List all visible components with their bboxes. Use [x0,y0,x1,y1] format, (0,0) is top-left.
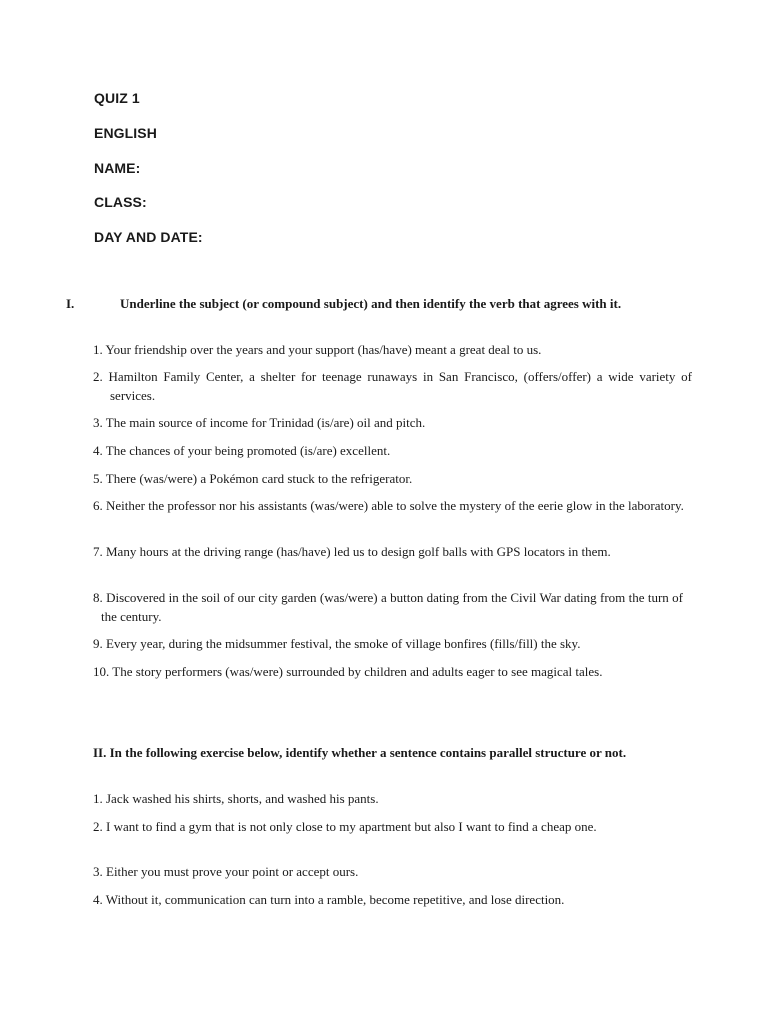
class-label: CLASS: [94,194,147,210]
section-2-heading: II. In the following exercise below, identify whether a sentence contains parallel structure or not. [93,745,627,760]
section-1-numeral: I. [66,296,75,311]
section-2-item: 2. I want to find a gym that is not only close to my apartment but also I want to find a cheap one. [93,819,597,834]
subject-label: ENGLISH [94,125,157,141]
quiz-title: QUIZ 1 [94,90,140,106]
section-1-item: 2. Hamilton Family Center, a shelter for teenage runaways in San Francisco, (offers/offer) a wide variety of services. [93,369,692,403]
section-1-item: 3. The main source of income for Trinidad (is/are) oil and pitch. [93,415,426,430]
section-1-item: 9. Every year, during the midsummer festival, the smoke of village bonfires (fills/fill) the sky. [93,636,581,651]
section-1-item: 7. Many hours at the driving range (has/have) led us to design golf balls with GPS locators in them. [93,544,611,559]
section-1-item: 5. There (was/were) a Pokémon card stuck to the refrigerator. [93,471,413,486]
section-1-heading-text: Underline the subject (or compound subject) and then identify the verb that agrees with it. [120,296,622,311]
section-1-item: 6. Neither the professor nor his assistants (was/were) able to solve the mystery of the eerie glow in the laboratory. [93,498,684,513]
section-1-item: 10. The story performers (was/were) surrounded by children and adults eager to see magical tales. [93,664,603,679]
section-2-item: 1. Jack washed his shirts, shorts, and washed his pants. [93,791,379,806]
section-1-item: 1. Your friendship over the years and your support (has/have) meant a great deal to us. [93,342,542,357]
section-1-heading [66,294,675,313]
name-label: NAME: [94,160,141,176]
section-2-item: 4. Without it, communication can turn into a ramble, become repetitive, and lose direction. [93,892,565,907]
section-1-item: 8. Discovered in the soil of our city garden (was/were) a button dating from the Civil War dating from the turn of the century. [93,590,683,624]
section-1-item: 4. The chances of your being promoted (is/are) excellent. [93,443,391,458]
section-2-item: 3. Either you must prove your point or accept ours. [93,864,359,879]
day-date-label: DAY AND DATE: [94,229,203,245]
